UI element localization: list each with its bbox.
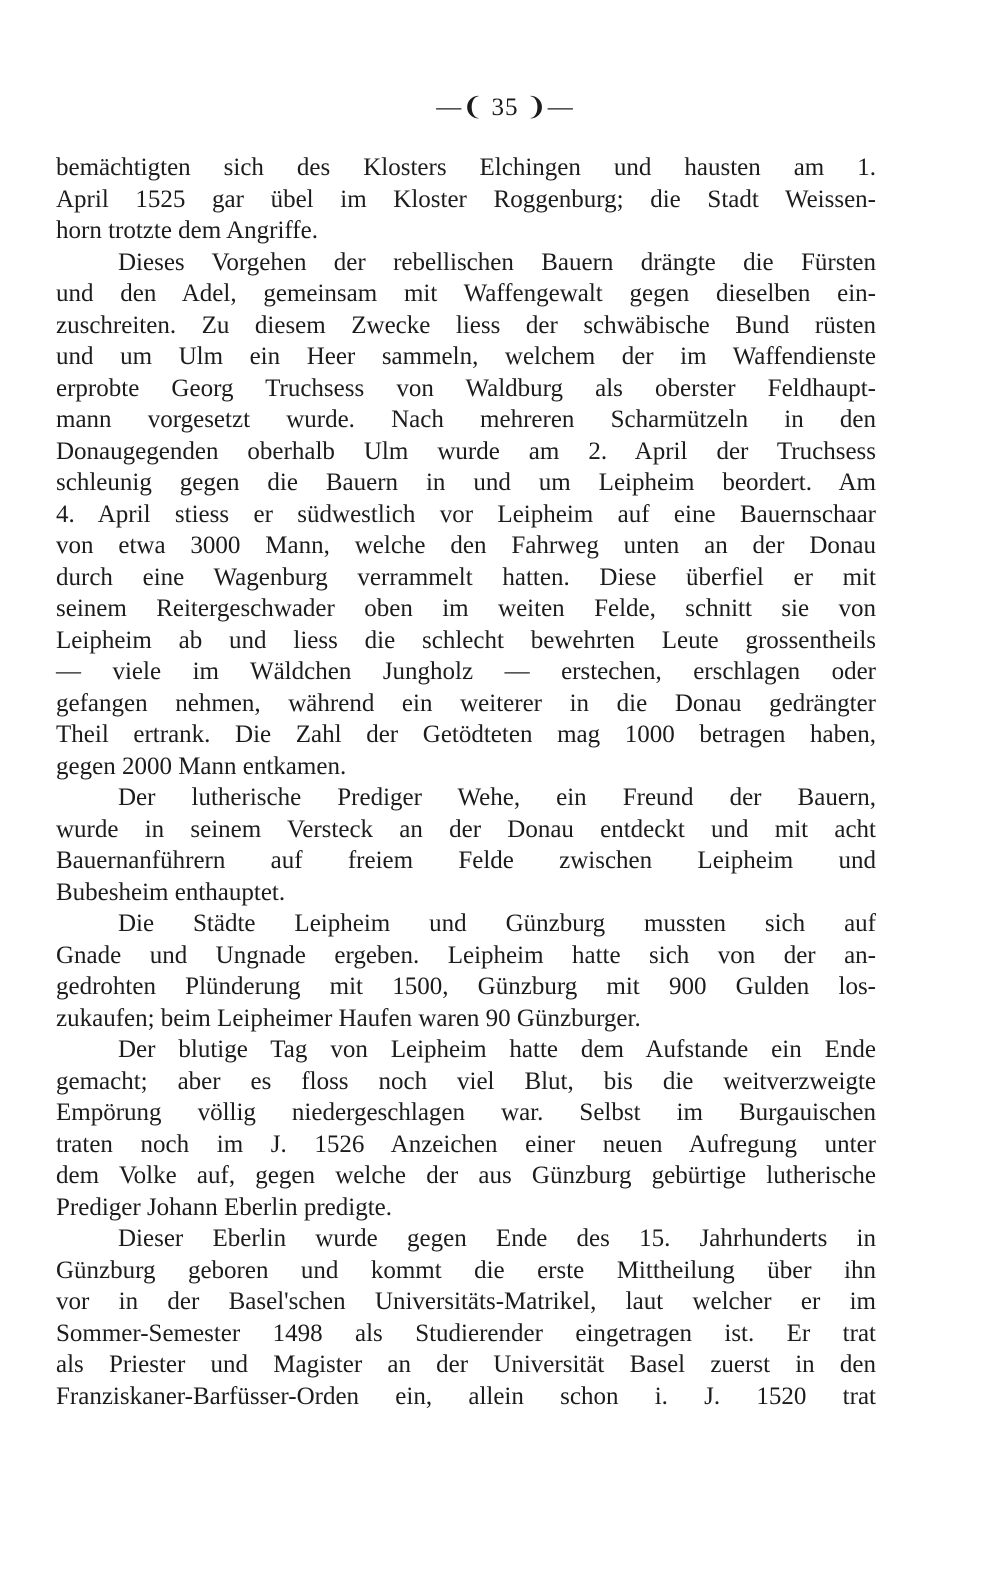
paragraph-4 [56,908,876,1034]
text-line: wurde in seinem Versteck an der Donau entdeckt und mit acht [56,815,876,843]
paragraph-5 [56,1034,876,1223]
text-line: April 1525 gar übel im Kloster Roggenburg; die Stadt Weissen- [56,185,876,213]
text-line: Sommer-Semester 1498 als Studierender eingetragen ist. Er trat [56,1319,876,1347]
text-line: Der lutherische Prediger Wehe, ein Freund der Bauern, [118,784,876,811]
text-line: Die Städte Leipheim und Günzburg mussten sich auf [118,910,876,937]
text-line: erprobte Georg Truchsess von Waldburg als oberster Feldhaupt- [56,374,876,402]
text-line: Theil ertrank. Die Zahl der Getödteten mag 1000 betragen haben, [56,721,876,748]
text-line: durch eine Wagenburg verrammelt hatten. Diese überfiel er mit [56,563,876,591]
text-line: bemächtigten sich des Klosters Elchingen und hausten am 1. [56,154,876,181]
text-line: gefangen nehmen, während ein weiterer in die Donau gedrängter [56,689,876,717]
text-line: — viele im Wäldchen Jungholz — erstechen, erschlagen oder [56,658,876,685]
text-line: Franziskaner-Barfüsser-Orden ein, allein schon i. J. 1520 trat [56,1382,876,1410]
text-line: Empörung völlig niedergeschlagen war. Selbst im Burgauischen [56,1099,876,1126]
text-line: Dieser Eberlin wurde gegen Ende des 15. Jahrhunderts in [118,1225,876,1252]
paragraph-3 [56,782,876,908]
text-line: zuschreiten. Zu diesem Zwecke liess der schwäbische Bund rüsten [56,311,876,339]
text-line: Prediger Johann Eberlin predigte. [56,1193,393,1221]
text-line: 4. April stiess er südwestlich vor Leipheim auf eine Bauernschaar [56,500,876,528]
text-line: dem Volke auf, gegen welche der aus Günzburg gebürtige lutherische [56,1162,876,1189]
text-line: traten noch im J. 1526 Anzeichen einer neuen Aufregung unter [56,1130,876,1158]
text-line: zukaufen; beim Leipheimer Haufen waren 90 Günzburger. [56,1004,641,1032]
text-line: Der blutige Tag von Leipheim hatte dem Aufstande ein Ende [118,1036,876,1063]
text-line: und um Ulm ein Heer sammeln, welchem der im Waffendienste [56,343,876,370]
text-line: und den Adel, gemeinsam mit Waffengewalt gegen dieselben ein- [56,280,876,307]
text-line: schleunig gegen die Bauern in und um Leipheim beordert. Am [56,469,876,496]
body-text [56,152,876,1412]
text-line: gegen 2000 Mann entkamen. [56,752,347,780]
text-line: von etwa 3000 Mann, welche den Fahrweg unten an der Donau [56,532,876,559]
document-page [56,88,876,1412]
text-line: gemacht; aber es floss noch viel Blut, bis die weitverzweigte [56,1067,876,1095]
text-line: Leipheim ab und liess die schlecht bewehrten Leute grossentheils [56,626,876,654]
text-line: mann vorgesetzt wurde. Nach mehreren Scharmützeln in den [56,406,876,433]
text-line: gedrohten Plünderung mit 1500, Günzburg mit 900 Gulden los- [56,973,876,1000]
paragraph-6 [56,1223,876,1412]
text-line: vor in der Basel'schen Universitäts-Matrikel, laut welcher er im [56,1288,876,1315]
page-number-header: —❨ 35 ❩— [436,94,574,121]
text-line: als Priester und Magister an der Universität Basel zuerst in den [56,1351,876,1378]
paragraph-2 [56,247,876,783]
text-line: Donaugegenden oberhalb Ulm wurde am 2. April der Truchsess [56,437,876,465]
text-line: horn trotzte dem Angriffe. [56,217,318,244]
text-line: Bauernanführern auf freiem Felde zwischen Leipheim und [56,847,876,874]
text-line: Bubesheim enthauptet. [56,878,286,906]
text-line: Dieses Vorgehen der rebellischen Bauern drängte die Fürsten [118,248,876,276]
text-line: Gnade und Ungnade ergeben. Leipheim hatte sich von der an- [56,941,876,969]
text-line: Günzburg geboren und kommt die erste Mittheilung über ihn [56,1256,876,1284]
text-line: seinem Reitergeschwader oben im weiten Felde, schnitt sie von [56,595,876,622]
paragraph-1 [56,152,876,247]
